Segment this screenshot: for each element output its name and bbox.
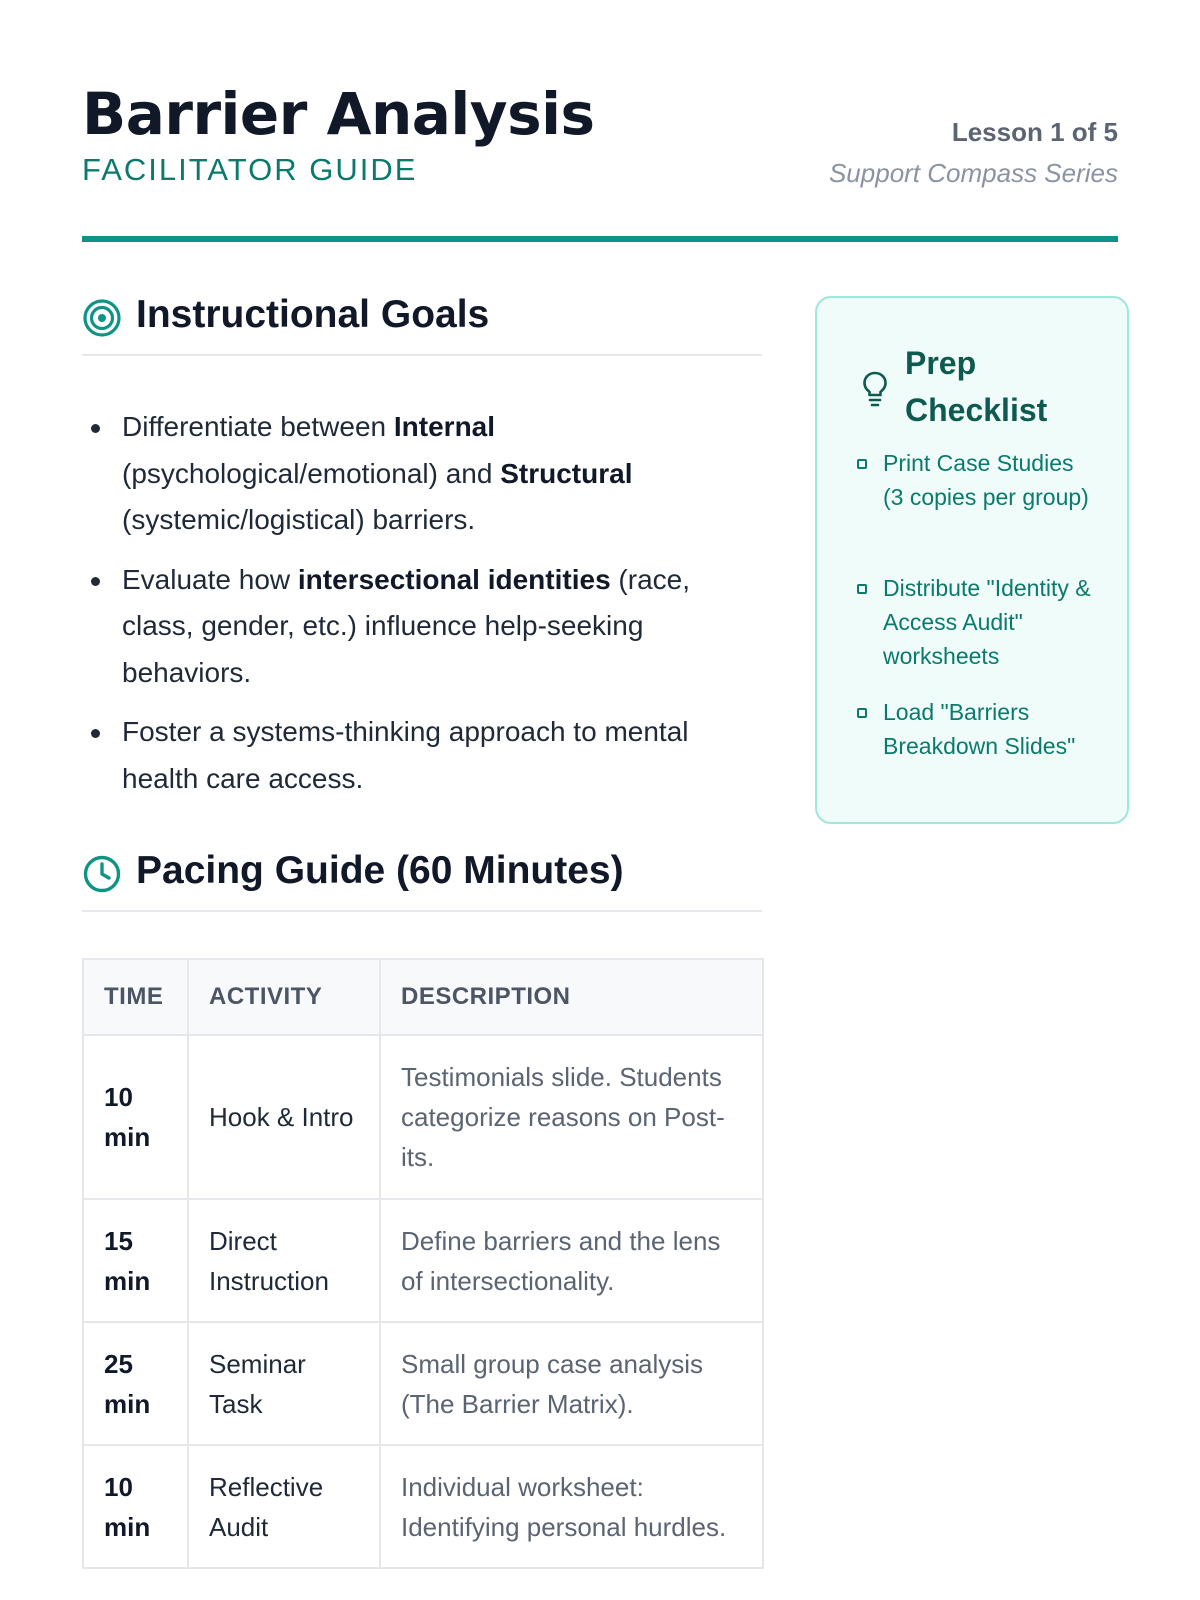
cell-time: 15 min [83,1199,188,1322]
series-name: Support Compass Series [828,158,1118,188]
target-icon [82,298,122,338]
checklist-item[interactable]: Distribute "Identity & Access Audit" worksheets [857,571,1097,673]
clock-icon [82,854,122,894]
checklist-item[interactable]: Load "Barriers Breakdown Slides" [857,695,1097,763]
cell-description: Define barriers and the lens of intersectionality. [380,1199,763,1322]
goals-section-header [82,290,762,356]
lesson-indicator: Lesson 1 of 5 [951,117,1118,147]
goals-list [82,404,762,815]
goals-heading: Instructional Goals [136,293,490,336]
pacing-heading: Pacing Guide (60 Minutes) [136,849,624,892]
cell-description: Individual worksheet: Identifying personal hurdles. [380,1445,763,1568]
cell-activity: Reflective Audit [188,1445,380,1568]
table-row [83,1035,763,1199]
goal-item: Foster a systems-thinking approach to mental health care access. [82,709,762,802]
pacing-section-header [82,846,762,912]
checklist-item[interactable]: Print Case Studies (3 copies per group) [857,446,1097,514]
page-title: Barrier Analysis [82,80,595,148]
column-header-activity: ACTIVITY [188,959,380,1035]
cell-time: 10 min [83,1445,188,1568]
cell-description: Small group case analysis (The Barrier Matrix). [380,1322,763,1445]
cell-activity: Direct Instruction [188,1199,380,1322]
table-row [83,1199,763,1322]
checkbox[interactable] [857,459,867,469]
goal-item: Evaluate how intersectional identities (race, class, gender, etc.) influence help-seeking behaviors. [82,557,762,697]
cell-time: 10 min [83,1035,188,1199]
cell-activity: Seminar Task [188,1322,380,1445]
checklist-heading: Prep Checklist [905,345,1048,428]
prep-checklist-card [815,296,1129,824]
cell-activity: Hook & Intro [188,1035,380,1199]
column-header-description: DESCRIPTION [380,959,763,1035]
page-subtitle: FACILITATOR GUIDE [82,152,418,187]
cell-time: 25 min [83,1322,188,1445]
column-header-time: TIME [83,959,188,1035]
goal-item: Differentiate between Internal (psychological/emotional) and Structural (systemic/logistical) barriers. [82,404,762,544]
table-row [83,1322,763,1445]
table-row [83,1445,763,1568]
cell-description: Testimonials slide. Students categorize reasons on Post-its. [380,1035,763,1199]
table-header-row [83,959,763,1035]
checkbox[interactable] [857,708,867,718]
pacing-table [82,958,764,1569]
checkbox[interactable] [857,584,867,594]
page-header [82,80,1118,242]
lightbulb-icon [861,370,889,408]
